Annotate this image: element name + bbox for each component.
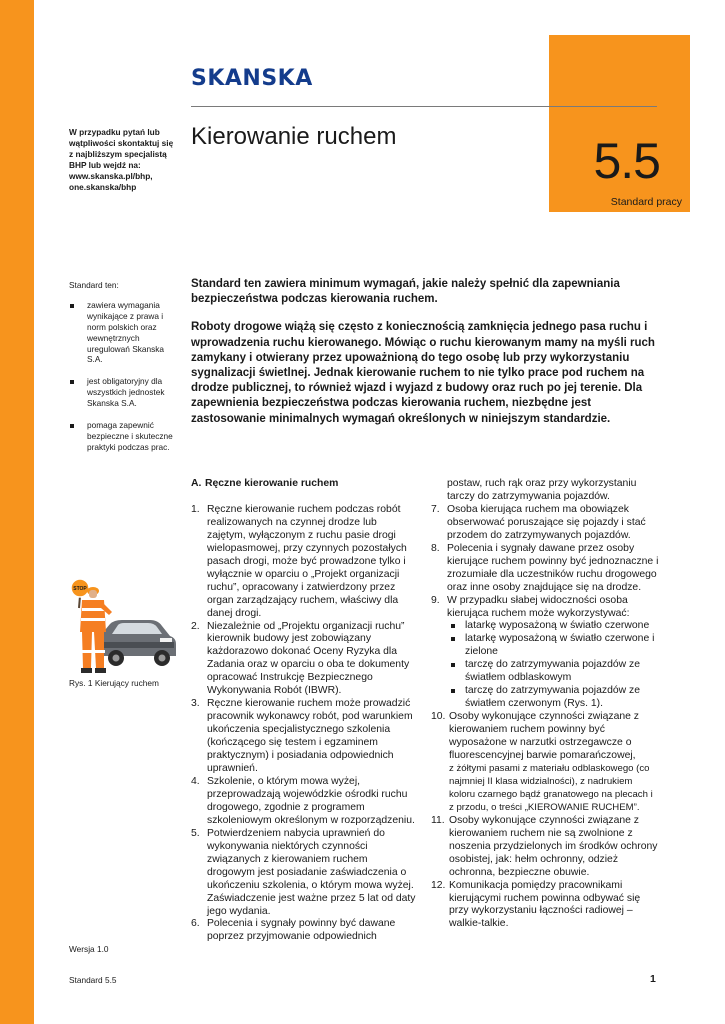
skanska-logo: SKANSKA	[191, 66, 313, 91]
body-column-left	[191, 478, 416, 944]
list-item: 10. Osoby wykonujące czynności związane z kierowaniem ruchem powinny być wyposażone w narzutki ostrzegawcze o fluorescencyjnej barwie pomarańczowej, z żółtymi pasami z materiału odblaskowego (co najmniej II klasa widzialności), z nadrukiem koloru czarnego bądź granatowego na plecach i z przodu, o treści „KIEROWANIE RUCHEM”.	[431, 711, 653, 813]
list-item: 3. Ręczne kierowanie ruchem może prowadzić pracownik wykonawcy robót, pod warunkiem ukończenia specjalistycznego szkolenia (kończącego się testem i egzaminem praktycznym) i posiadania odpowiednich uprawnień.	[191, 698, 413, 775]
header-divider	[191, 106, 657, 107]
intro-paragraph-1: Standard ten zawiera minimum wymagań, jakie należy spełnić dla zapewniania bezpieczeństwa podczas kierowania ruchem.	[191, 278, 620, 306]
list-item: 8. Polecenia i sygnały dawane przez osoby kierujące ruchem powinny być jednoznaczne i zrozumiałe dla uczestników ruchu drogowego oraz inne osoby znajdujące się na drodze.	[431, 542, 659, 593]
sub-item: latarkę wyposażoną w światło czerwone i zielone	[447, 633, 659, 659]
section-heading	[191, 478, 416, 491]
list-item: 2. Niezależnie od „Projektu organizacji ruchu” kierownik budowy jest zobowiązany każdorazowo dokonać Oceny Ryzyka dla Zadania oraz w oparciu o oba te dokumenty opracować Instrukcję Bezpiecznego Wykonywania Robót (IBWR).	[191, 620, 410, 697]
body-column-right	[431, 478, 659, 931]
footer-standard: Standard 5.5	[69, 975, 117, 985]
summary-item: pomaga zapewnić bezpieczne i skuteczne praktyki podczas prac.	[69, 420, 179, 453]
list-item: 4. Szkolenie, o którym mowa wyżej, przeprowadzają wojewódzkie ośrodki ruchu drogowego, zgodnie z programem szkoleniowym określonym w rozporządzeniu.	[191, 775, 415, 826]
contact-note: W przypadku pytań lub wątpliwości skontaktuj się z najbliższym specjalistą BHP lub wejdź na: www.skanska.pl/bhp, one.skanska/bhp	[69, 127, 174, 192]
stop-sign-text: STOP	[73, 586, 87, 592]
list-item: 11. Osoby wykonujące czynności związane z kierowaniem ruchem nie są zwolnione z noszenia przydzielonych im środków ochrony osobistej, jak: hełm ochronny, odzież ochronna, bezpieczne obuwie.	[431, 814, 658, 878]
standard-number: 5.5	[593, 133, 660, 189]
list-item: 9. W przypadku słabej widoczności osoba kierująca ruchem może wykorzystywać: latarkę wyposażoną w światło czerwone latarkę wyposażoną w światło czerwone i zielone tarczę do zatrzymywania pojazdów ze światłem odblaskowym tarczę do zatrzymywania pojazdów ze światłem czerwonym (Rys. 1).	[431, 595, 659, 712]
section-letter: A.	[191, 478, 202, 489]
page-number: 1	[650, 973, 656, 985]
section-title: Ręczne kierowanie ruchem	[205, 478, 339, 489]
orange-side-bar	[0, 0, 34, 1024]
list-item: 6. Polecenia i sygnały powinny być dawane poprzez przyjmowanie odpowiednich	[191, 918, 396, 943]
list-item: 12. Komunikacja pomiędzy pracownikami kierującymi ruchem powinna odbywać się przy wykorzystaniu łączności radiowej – walkie-talkie.	[431, 879, 641, 930]
standard-number-box	[549, 35, 690, 212]
summary-list	[69, 300, 179, 453]
summary-item: jest obligatoryjny dla wszystkich jednostek Skanska S.A.	[69, 376, 179, 409]
intro-text	[191, 277, 657, 440]
summary-item: zawiera wymagania wynikające z prawa i norm polskich oraz wewnętrznych uregulowań Skanska S.A.	[69, 300, 179, 365]
standard-summary	[69, 280, 179, 464]
figure-caption: Rys. 1 Kierujący ruchem	[69, 678, 159, 688]
page-title: Kierowanie ruchem	[191, 123, 397, 150]
intro-paragraph-2: Roboty drogowe wiążą się często z koniecznością zamknięcia jednego pasa ruchu i wprowadzenia ruchu kierowanego. Mówiąc o ruchu kierowanym mamy na myśli ruch zamykany i otwierany przez upoważnioną do tego osobę lub przy wykorzystaniu sygnalizacji świetlnej. Jednak kierowanie ruchem to nie tylko prace pod ruchem na drodze publicznej, to również wjazd i wyjazd z budowy oraz ruch po jej terenie. Dla zapewnienia bezpieczeństwa podczas kierowania ruchem, niezbędne jest zastosowanie minimalnych wymagań określonych w niniejszym standardzie.	[191, 321, 655, 425]
traffic-controller-illustration	[66, 578, 180, 676]
sub-item: latarkę wyposażoną w światło czerwone	[447, 620, 659, 633]
list-item-continuation: postaw, ruch rąk oraz przy wykorzystaniu tarczy do zatrzymywania pojazdów.	[447, 478, 637, 502]
list-item: 1. Ręczne kierowanie ruchem podczas robót realizowanych na czynnej drodze lub zajętym, wyłączonym z ruchu pasie drogi wielopasmowej, przy czynnych pozostałych pasach drogi, może być prowadzone tylko i wyłącznie w oparciu o „Projekt organizacji ruchu”, opracowany i zatwierdzony przez organ zarządzający ruchem, właściwy dla danej drogi.	[191, 503, 407, 619]
sub-list	[447, 620, 659, 711]
sub-item: tarczę do zatrzymywania pojazdów ze światłem czerwonym (Rys. 1).	[447, 685, 659, 711]
list-item: 5. Potwierdzeniem nabycia uprawnień do wykonywania niektórych czynności związanych z kierowaniem ruchem drogowym jest posiadanie zaświadczenia o ukończeniu szkolenia, o którym mowa wyżej. Zaświadczenie jest ważne przez 5 lat od daty jego wydania.	[191, 827, 416, 917]
sub-item: tarczę do zatrzymywania pojazdów ze światłem odblaskowym	[447, 659, 659, 685]
version-label: Wersja 1.0	[69, 944, 109, 954]
standard-label: Standard pracy	[610, 196, 682, 208]
list-item: 7. Osoba kierująca ruchem ma obowiązek obserwować poruszające się pojazdy i stać przodem do zatrzymywanych pojazdów.	[431, 503, 646, 541]
summary-lead: Standard ten:	[69, 280, 119, 290]
